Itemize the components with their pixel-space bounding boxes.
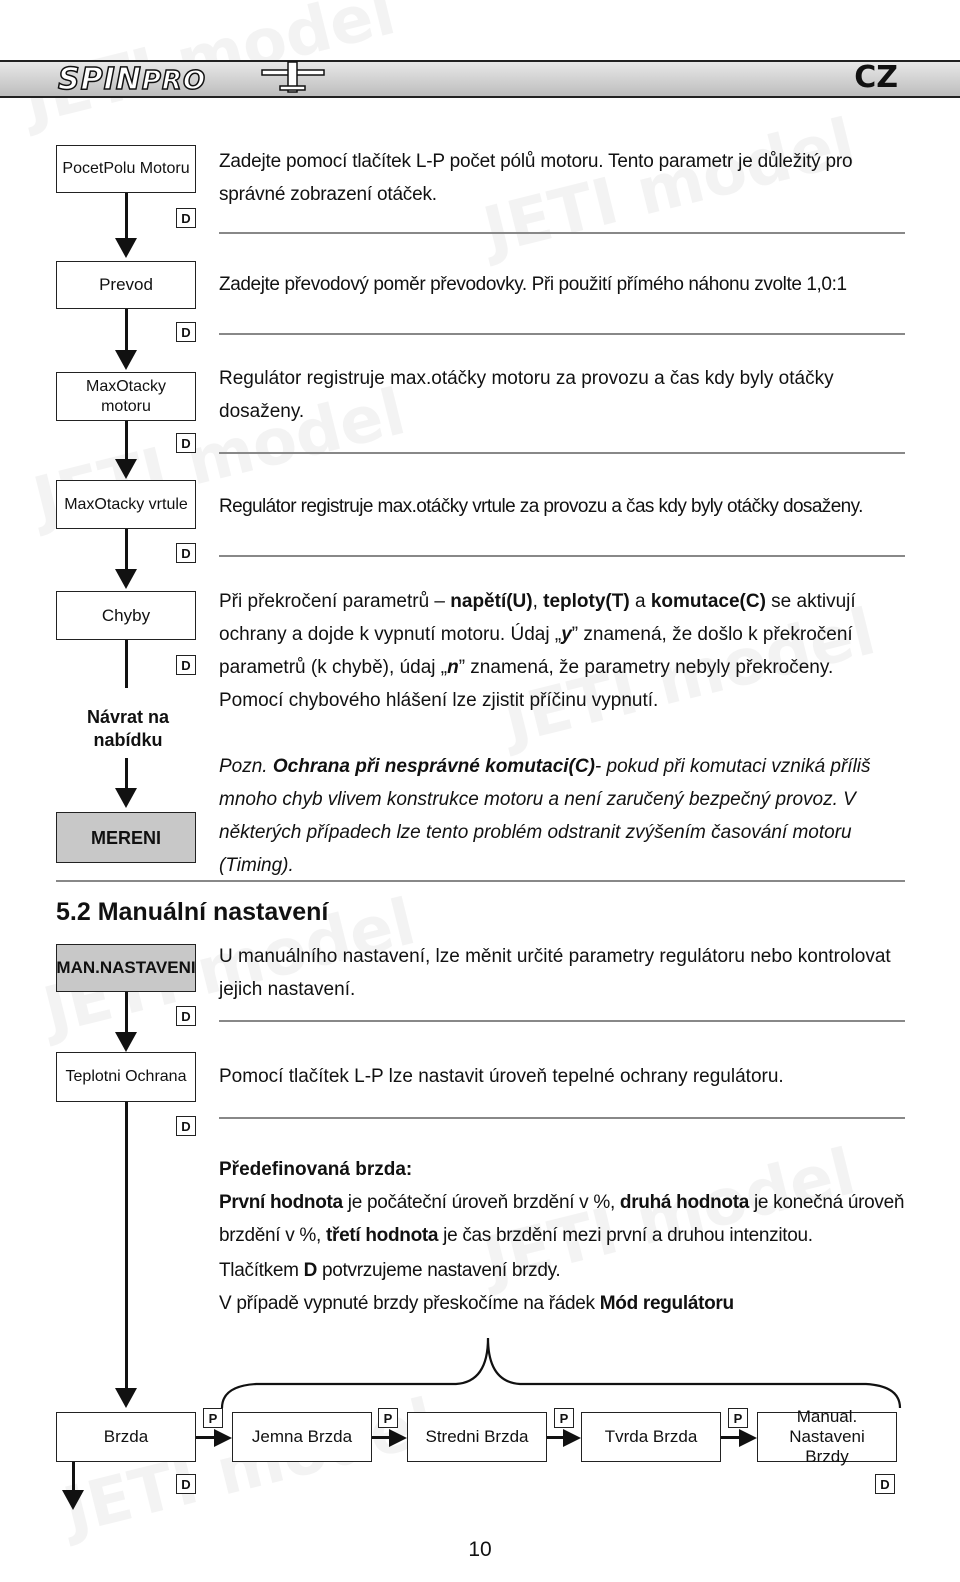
airplane-icon — [258, 60, 328, 94]
max-vrtule-text: Regulátor registruje max.otáčky vrtule za provozu a čas kdy byly otáčky dosaženy. — [219, 496, 863, 517]
d-button-badge: D — [875, 1474, 895, 1494]
flow-line — [125, 640, 128, 688]
language-code: CZ — [854, 60, 898, 95]
manual-brzdy-box[interactable]: Manual. Nastaveni Brzdy — [757, 1412, 897, 1462]
man-nastaveni-box[interactable]: MAN.NASTAVENI — [56, 944, 196, 992]
arrow-down-icon — [115, 569, 137, 589]
tvrda-brzda-box[interactable]: Tvrda Brzda — [581, 1412, 721, 1462]
brzda-paragraph: První hodnota je počáteční úroveň brzdění v %, druhá hodnota je konečná úroveň brzdění v %, třetí hodnota je čas brzdění mezi první a druhou intenzitou. — [219, 1192, 905, 1246]
p-button-badge: P — [203, 1408, 223, 1428]
brace-icon — [216, 1330, 906, 1410]
arrow-down-icon — [115, 350, 137, 370]
stredni-brzda-box[interactable]: Stredni Brzda — [407, 1412, 547, 1462]
d-button-badge: D — [176, 655, 196, 675]
arrow-down-icon — [115, 1032, 137, 1052]
flow-line — [125, 306, 128, 352]
teplotni-text: Pomocí tlačítek L-P lze nastavit úroveň tepelné ochrany regulátoru. — [219, 1066, 784, 1087]
teplotni-ochrana-box[interactable]: Teplotni Ochrana — [56, 1052, 196, 1102]
separator — [219, 232, 905, 234]
brzda-heading: Předefinovaná brzda: — [219, 1159, 413, 1180]
max-otacky-motoru-box[interactable]: MaxOtacky motoru — [56, 372, 196, 421]
flow-line — [125, 992, 128, 1034]
chyby-paragraph-2: Pomocí chybového hlášení lze zjistit příčinu vypnutí. — [219, 690, 659, 711]
d-button-badge: D — [176, 1006, 196, 1026]
arrow-down-icon — [115, 459, 137, 479]
d-button-badge: D — [176, 322, 196, 342]
arrow-down-icon — [115, 1388, 137, 1408]
jemna-brzda-box[interactable]: Jemna Brzda — [232, 1412, 372, 1462]
separator — [56, 880, 905, 882]
separator — [219, 333, 905, 335]
p-button-badge: P — [378, 1408, 398, 1428]
flow-line — [125, 421, 128, 461]
arrow-down-icon — [115, 238, 137, 258]
flow-line — [372, 1436, 390, 1439]
spin-pro-logo: SPINPRO — [58, 62, 207, 97]
d-button-badge: D — [176, 1474, 196, 1494]
flow-line — [125, 527, 128, 571]
arrow-right-icon — [563, 1429, 581, 1447]
d-button-badge: D — [176, 208, 196, 228]
mereni-box[interactable]: MERENI — [56, 812, 196, 863]
section-title: 5.2 Manuální nastavení — [56, 898, 329, 926]
flow-line — [125, 1102, 128, 1388]
page-number: 10 — [468, 1538, 492, 1561]
flow-line — [125, 190, 128, 240]
max-otacky-vrtule-box[interactable]: MaxOtacky vrtule — [56, 480, 196, 529]
pozn-paragraph: Pozn. Ochrana při nesprávné komutaci(C)- pokud při komutaci vzniká příliš mnoho chyb vlivem konstrukce motoru a není zaručený bezpečný provoz. V některých případech lze tento problém odstranit zvýšením časování motoru (Timing). — [219, 756, 871, 876]
separator — [219, 555, 905, 557]
max-motor-text: Regulátor registruje max.otáčky motoru za provozu a čas kdy byly otáčky dosaženy. — [219, 368, 834, 422]
prevod-box[interactable]: Prevod — [56, 261, 196, 309]
arrow-right-icon — [214, 1429, 232, 1447]
p-button-badge: P — [728, 1408, 748, 1428]
prevod-text: Zadejte převodový poměr převodovky. Při použití přímého náhonu zvolte 1,0:1 — [219, 274, 847, 295]
brzda-skip: V případě vypnuté brzdy přeskočíme na řádek Mód regulátoru — [219, 1293, 734, 1314]
d-button-badge: D — [176, 433, 196, 453]
chyby-box[interactable]: Chyby — [56, 591, 196, 640]
man-nastaveni-text: U manuálního nastavení, lze měnit určité parametry regulátoru nebo kontrolovat jejich nastavení. — [219, 946, 891, 1000]
p-button-badge: P — [554, 1408, 574, 1428]
pocet-polu-box[interactable]: PocetPolu Motoru — [56, 145, 196, 193]
arrow-right-icon — [739, 1429, 757, 1447]
flow-line — [196, 1436, 216, 1439]
brzda-confirm: Tlačítkem D potvrzujeme nastavení brzdy. — [219, 1260, 561, 1281]
arrow-down-icon — [115, 788, 137, 808]
d-button-badge: D — [176, 1116, 196, 1136]
separator — [219, 1117, 905, 1119]
brzda-box[interactable]: Brzda — [56, 1412, 196, 1462]
arrow-down-icon — [62, 1490, 84, 1510]
flow-line — [125, 758, 128, 788]
pocet-polu-text: Zadejte pomocí tlačítek L-P počet pólů motoru. Tento parametr je důležitý pro správné zobrazení otáček. — [219, 151, 853, 205]
d-button-badge: D — [176, 543, 196, 563]
flow-line — [72, 1462, 75, 1492]
separator — [219, 1020, 905, 1022]
separator — [219, 452, 905, 454]
arrow-right-icon — [389, 1429, 407, 1447]
chyby-paragraph: Při překročení parametrů – napětí(U), teploty(T) a komutace(C) se aktivují ochrany a dojde k vypnutí motoru. Údaj „y” znamená, že došlo k překročení parametrů (k chybě), údaj „n” znamená, že parametry nebyly překročeny. — [219, 591, 856, 678]
navrat-label: Návrat na nabídku — [86, 707, 170, 750]
flow-line — [721, 1436, 741, 1439]
